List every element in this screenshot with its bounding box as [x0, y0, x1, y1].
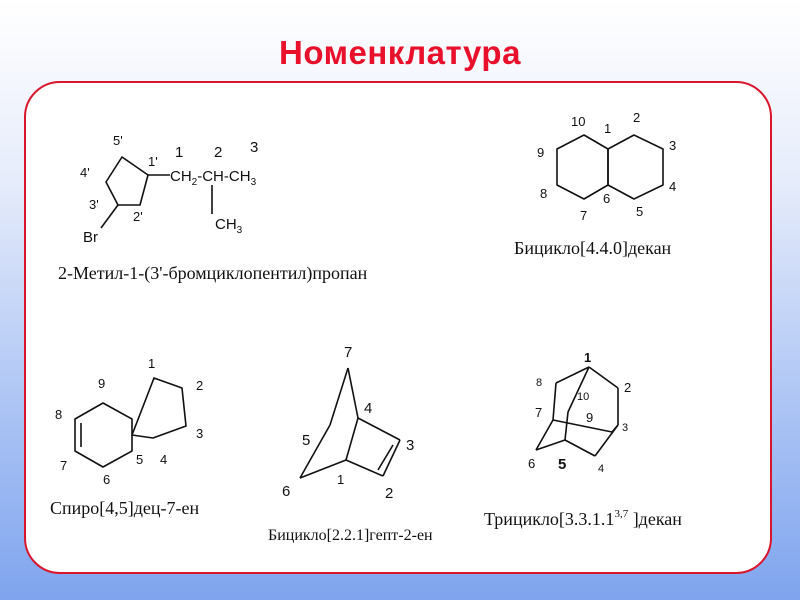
- double-bond-2-3: [378, 445, 393, 470]
- bond-7-10: [553, 420, 612, 432]
- atom-label-4: 4: [364, 400, 373, 417]
- bond-4-3: [358, 418, 400, 440]
- right-ring: [608, 135, 663, 199]
- bond-8-7: [553, 383, 556, 420]
- atom-label-7: 7: [580, 208, 588, 223]
- atom-label-7: 7: [344, 344, 353, 361]
- bond-3-10: [612, 425, 618, 432]
- atom-label-2p: 2': [133, 209, 143, 224]
- atom-label-1p: 1': [148, 154, 158, 169]
- atom-label-2: 2: [633, 110, 641, 125]
- cyclopentane-ring: [106, 157, 148, 205]
- atom-label-3: 3: [669, 138, 677, 153]
- atom-label-2: 2: [385, 485, 394, 502]
- bond-9-5: [565, 412, 568, 440]
- atom-label-5: 5: [636, 204, 644, 219]
- five-ring: [132, 378, 186, 438]
- atom-label-7: 7: [535, 405, 543, 420]
- spiro-structure: [50, 356, 203, 518]
- atom-label-7: 7: [60, 458, 68, 473]
- spiro-name: Спиро[4,5]дец-7-ен: [50, 498, 200, 518]
- atom-label-1: 1: [337, 472, 345, 487]
- atom-label-2: 2: [196, 378, 204, 393]
- atom-label-3: 3: [250, 139, 259, 156]
- bond-1-2: [589, 367, 618, 388]
- atom-label-5: 5: [558, 456, 567, 473]
- bicyclo440-name: Бицикло[4.4.0]декан: [514, 238, 672, 258]
- bromine-label: Br: [83, 229, 98, 246]
- atom-label-4: 4: [598, 463, 605, 475]
- bond-1-4: [346, 418, 358, 460]
- atom-label-2: 2: [624, 380, 632, 395]
- methyl-group: [215, 216, 243, 236]
- atom-label-3: 3: [622, 422, 629, 434]
- atom-label-6: 6: [282, 483, 291, 500]
- atom-label-1: 1: [604, 121, 612, 136]
- atom-label-9: 9: [586, 410, 594, 425]
- atom-label-8: 8: [540, 186, 548, 201]
- tricyclo-name: [484, 508, 682, 529]
- ch3-branch-subscript: 3: [236, 225, 243, 236]
- tricyclo-name-superscript: 3,7: [614, 508, 629, 520]
- atom-label-10: 10: [577, 391, 590, 403]
- bond-1-8: [556, 367, 589, 383]
- methyl-structure: [58, 133, 368, 284]
- chain-formula: [170, 168, 257, 188]
- atom-label-8: 8: [536, 377, 543, 389]
- atom-label-1: 1: [584, 350, 592, 365]
- atom-label-4p: 4': [80, 165, 90, 180]
- tricyclo-name-main: Трицикло[3.3.1.1: [484, 509, 615, 529]
- atom-label-10: 10: [571, 114, 586, 129]
- bond-7-right: [348, 368, 358, 418]
- ch3-subscript: 3: [250, 177, 257, 188]
- atom-label-1: 1: [175, 144, 184, 161]
- atom-label-4: 4: [160, 452, 168, 467]
- br-bond: [101, 205, 118, 228]
- atom-label-1: 1: [148, 356, 156, 371]
- atom-label-5: 5: [302, 432, 311, 449]
- atom-label-6: 6: [103, 472, 111, 487]
- six-ring: [75, 403, 132, 467]
- tricyclo-name-end: ]декан: [628, 509, 682, 529]
- ch-ch3-text: -CH-CH: [197, 168, 251, 185]
- atom-label-2: 2: [214, 144, 223, 161]
- bond-1-9-back: [568, 367, 589, 412]
- atom-label-6: 6: [603, 191, 611, 206]
- ch2-text: CH: [170, 168, 192, 185]
- ch2-subscript: 2: [191, 177, 198, 188]
- atom-label-3: 3: [406, 437, 415, 454]
- bond-7-left: [330, 368, 348, 425]
- page-title: Номенклатура: [279, 34, 521, 71]
- tricyclo-structure: [484, 350, 682, 529]
- bicyclo440-structure: [514, 110, 676, 258]
- bond-2-1: [346, 460, 383, 476]
- bond-5-4: [565, 440, 595, 456]
- atom-label-9: 9: [98, 376, 106, 391]
- atom-label-3: 3: [196, 426, 204, 441]
- atom-label-8: 8: [55, 407, 63, 422]
- methyl-name: 2-Метил-1-(3'-бромциклопентил)пропан: [58, 263, 368, 283]
- ch3-text: CH: [215, 216, 237, 233]
- left-ring: [557, 135, 608, 199]
- atom-label-5: 5: [136, 452, 144, 467]
- atom-label-3p: 3': [89, 197, 99, 212]
- atom-label-6: 6: [528, 456, 536, 471]
- bicyclo221-structure: [268, 344, 433, 544]
- atom-label-9: 9: [537, 145, 545, 160]
- atom-label-5p: 5': [113, 133, 123, 148]
- atom-label-4: 4: [669, 179, 677, 194]
- bicyclo221-name: Бицикло[2.2.1]гепт-2-ен: [268, 527, 433, 544]
